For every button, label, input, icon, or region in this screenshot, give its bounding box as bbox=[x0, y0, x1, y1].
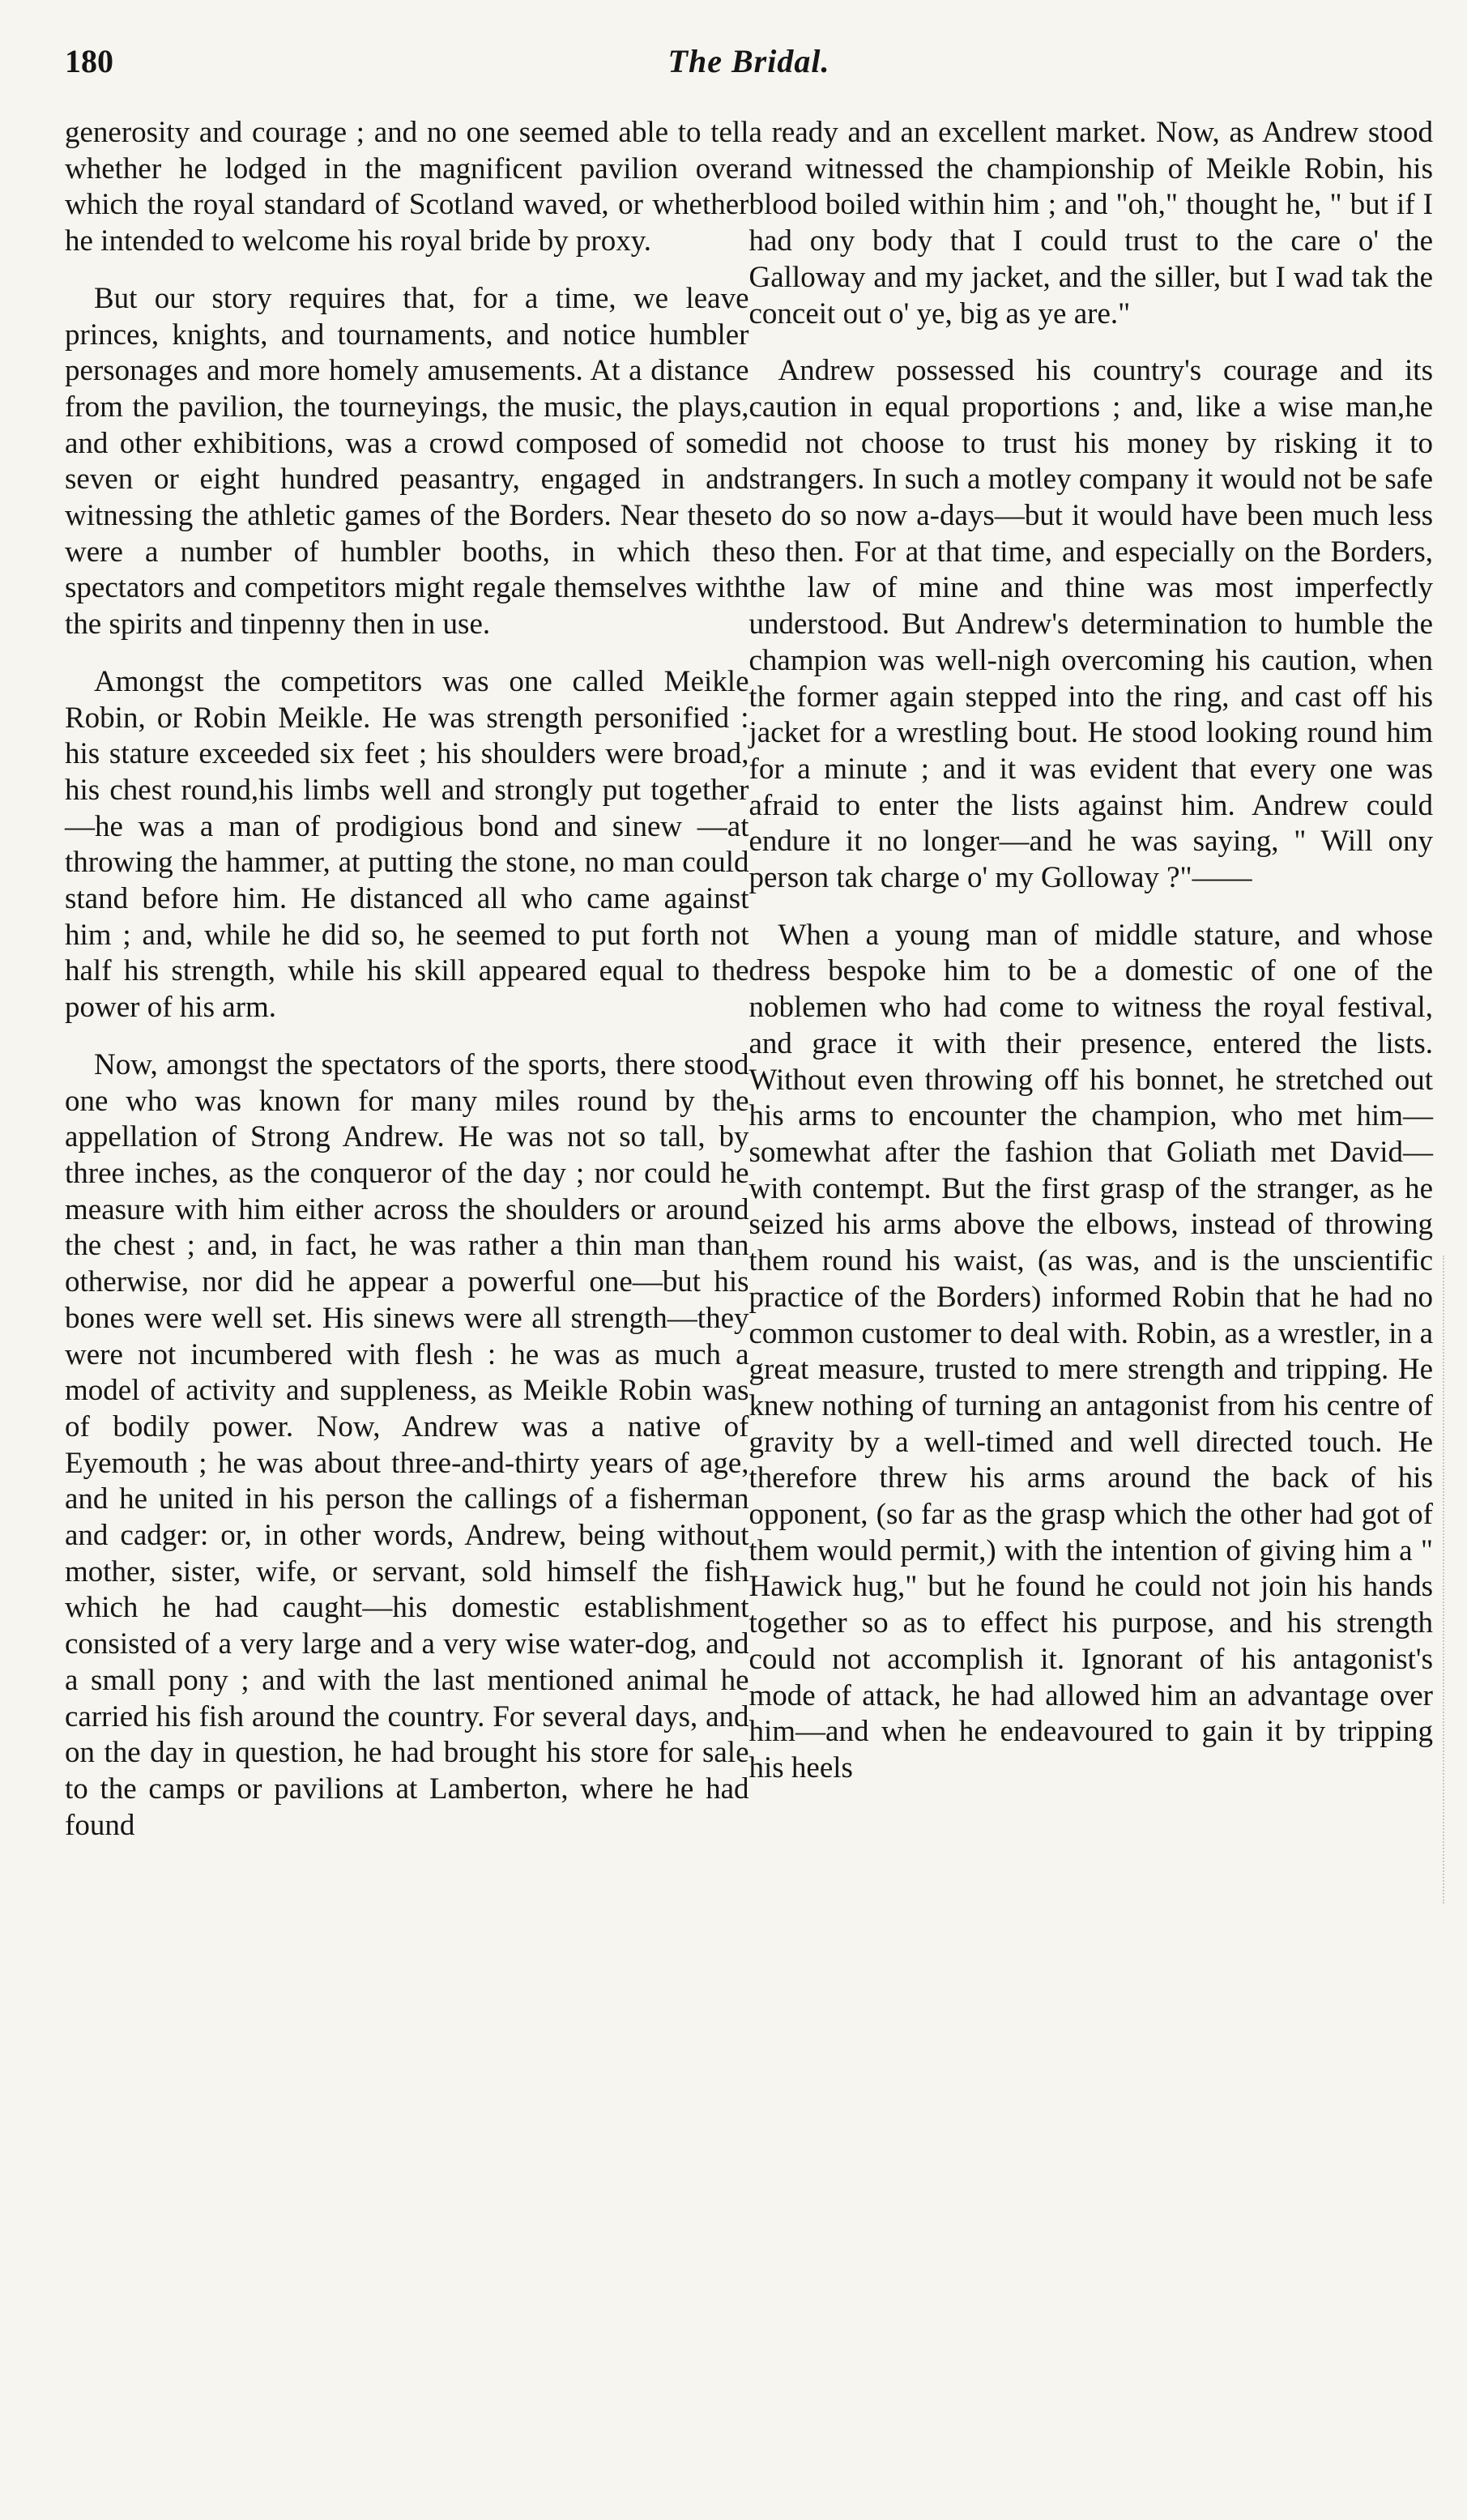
two-column-body bbox=[65, 115, 1433, 1865]
right-paragraph: a ready and an excellent market. Now, as Andrew stood and witnessed the championship of Meikle Robin, his blood boiled within him ; and "oh," thought he, " but if I had ony body that I could trust to the care o' the Galloway and my jacket, and the siller, but I wad tak the conceit out o' ye, big as ye are." bbox=[748, 116, 1433, 330]
left-paragraph: But our story requires that, for a time, we leave princes, knights, and tournaments, and notice humbler personages and more homely amusements. At a distance from the pavilion, the tourneyings, the music, the plays, and other exhibitions, was a crowd composed of some seven or eight hundred peasantry, engaged in and witnessing the athletic games of the Borders. Near these were a number of humbler booths, in which the spectators and competitors might regale themselves with the spirits and tinpenny then in use. bbox=[65, 281, 749, 642]
left-paragraph: Amongst the competitors was one called Meikle Robin, or Robin Meikle. He was strength personified : his stature exceeded six feet ; his shoulders were broad, his chest round,his limbs well and strongly put together —he was a man of prodigious bond and sinew —at throwing the hammer, at putting the stone, no man could stand before him. He distanced all who came against him ; and, while he did so, he seemed to put forth not half his strength, while his skill appeared equal to the power of his arm. bbox=[65, 664, 749, 1025]
page-number: 180 bbox=[65, 43, 113, 79]
right-column bbox=[749, 115, 1434, 1865]
page-header bbox=[65, 42, 1433, 100]
scan-margin-marks bbox=[1436, 1256, 1444, 1904]
right-paragraph: Andrew possessed his country's courage and its caution in equal proportions ; and, like a wise man,he did not choose to trust his money by risking it to strangers. In such a motley company it would not be safe to do so now a-days—but it would have been much less so then. For at that time, and especially on the Borders, the law of mine and thine was most imperfectly understood. But Andrew's determination to humble the champion was well-nigh overcoming his caution, when the former again stepped into the ring, and cast off his jacket for a wrestling bout. He stood looking round him for a minute ; and it was evident that every one was afraid to enter the lists against him. Andrew could endure it no longer—and he was saying, " Will ony person tak charge o' my Golloway ?"—— bbox=[748, 354, 1433, 895]
left-column bbox=[65, 115, 749, 1865]
running-title: The Bridal. bbox=[667, 43, 830, 79]
left-paragraph: Now, amongst the spectators of the sports, there stood one who was known for many miles round by the appellation of Strong Andrew. He was not so tall, by three inches, as the conqueror of the day ; nor could he measure with him either across the shoulders or around the chest ; and, in fact, he was rather a thin man than otherwise, nor did he appear a powerful one—but his bones were well set. His sinews were all strength—they were not incumbered with flesh : he was as much a model of activity and suppleness, as Meikle Robin was of bodily power. Now, Andrew was a native of Eyemouth ; he was about three-and-thirty years of age, and he united in his person the callings of a fisherman and cadger: or, in other words, Andrew, being without mother, sister, wife, or servant, sold himself the fish which he had caught—his domestic establishment consisted of a very large and a very wise water-dog, and a small pony ; and with the last mentioned animal he carried his fish around the country. For several days, and on the day in question, he had brought his store for sale to the camps or pavilions at Lamberton, where he had found bbox=[65, 1047, 749, 1842]
right-paragraph: When a young man of middle stature, and whose dress bespoke him to be a domestic of one of the noblemen who had come to witness the royal festival, and grace it with their presence, entered the lists. Without even throwing off his bonnet, he stretched out his arms to encounter the champion, who met him—somewhat after the fashion that Goliath met David—with contempt. But the first grasp of the stranger, as he seized his arms above the elbows, instead of throwing them round his waist, (as was, and is the unscientific practice of the Borders) informed Robin that he had no common customer to deal with. Robin, as a wrestler, in a great measure, trusted to mere strength and tripping. He knew nothing of turning an antagonist from his centre of gravity by a well-timed and well directed touch. He therefore threw his arms around the back of his opponent, (so far as the grasp which the other had got of them would permit,) with the intention of giving him a " Hawick hug," but he found he could not join his hands together so as to effect his purpose, and his strength could not accomplish it. Ignorant of his antagonist's mode of attack, he had allowed him an advantage over him—and when he endeavoured to gain it by tripping his heels bbox=[748, 918, 1433, 1784]
left-paragraph: generosity and courage ; and no one seemed able to tell whether he lodged in the magnificent pavilion over which the royal standard of Scotland waved, or whether he intended to welcome his royal bride by proxy. bbox=[65, 116, 749, 258]
